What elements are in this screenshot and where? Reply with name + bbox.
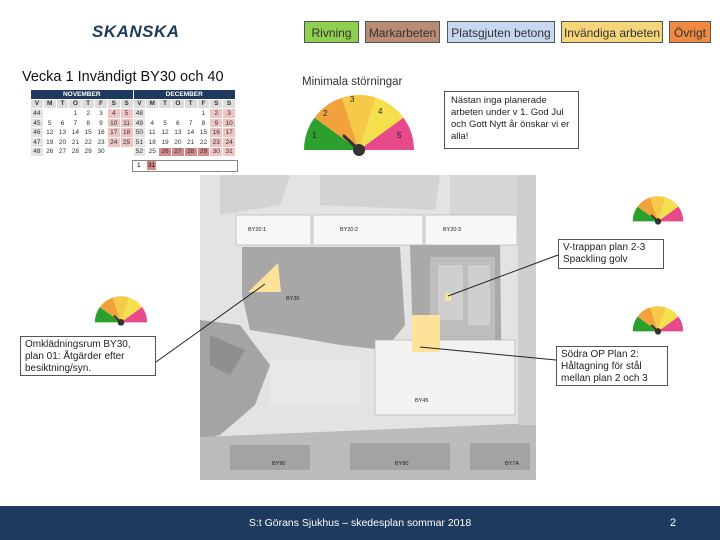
calendar-cell: 25 [146, 147, 159, 157]
calendar-cell: 15 [82, 128, 95, 138]
map-label-by201: BY20:1 [248, 227, 267, 233]
map-label-by203: BY20:3 [443, 227, 462, 233]
calendar-cell: 48 [31, 147, 44, 157]
calendar-day-header: O [171, 99, 184, 109]
calendar-cell: 45 [31, 118, 44, 128]
calendar-cell: 24 [223, 137, 236, 147]
leader-line [156, 284, 265, 362]
calendar-cell: 20 [56, 137, 69, 147]
calendar-cell: 51 [133, 137, 146, 147]
gauge-label-1: 1 [312, 131, 317, 140]
calendar-cell: 1 [137, 162, 141, 169]
calendar-cell: 19 [43, 137, 56, 147]
calendar-cell: 18 [120, 128, 133, 138]
month-november: NOVEMBER [31, 90, 134, 100]
calendar-cell: 26 [159, 147, 172, 157]
calendar-cell: 17 [223, 128, 236, 138]
calendar-cell: 1 [69, 109, 82, 119]
calendar-cell: 5 [43, 118, 56, 128]
calendar-cell: 23 [210, 137, 223, 147]
calendar-cell: 29 [82, 147, 95, 157]
calendar-day-header: F [95, 99, 108, 109]
calendar-day-header: S [107, 99, 120, 109]
map-label-by30: BY30 [286, 296, 300, 302]
map-label-by202: BY20:2 [340, 227, 359, 233]
calendar-cell: 15 [197, 128, 210, 138]
calendar-cell: 52 [133, 147, 146, 157]
calendar-cell: 4 [107, 109, 120, 119]
calendar-cell: 2 [210, 109, 223, 119]
calendar-cell: 14 [184, 128, 197, 138]
calendar-cell: 31 [223, 147, 236, 157]
leader-line [420, 347, 556, 360]
category-label: Invändiga arbeten [563, 26, 661, 40]
callout-omkladningsrum: Omklädningsrum BY30, plan 01: Åtgärder efter besiktning/syn. [20, 336, 156, 376]
calendar-cell: 21 [69, 137, 82, 147]
calendar-cell: 28 [69, 147, 82, 157]
calendar-cell: 20 [171, 137, 184, 147]
skanska-logo: SKANSKA [92, 22, 180, 41]
map-label-by90: BY90 [272, 461, 286, 467]
calendar-cell: 31 [147, 162, 156, 169]
calendar-cell: 44 [31, 109, 44, 119]
calendar-cell: 26 [43, 147, 56, 157]
gauge-label-5: 5 [397, 131, 402, 140]
calendar-cell: 27 [56, 147, 69, 157]
leader-line [448, 255, 558, 296]
calendar-cell: 3 [95, 109, 108, 119]
gauge-label-4: 4 [378, 107, 383, 116]
calendar-cell: 9 [95, 118, 108, 128]
calendar-cell: 46 [31, 128, 44, 138]
calendar-cell: 21 [184, 137, 197, 147]
footer-text: S:t Görans Sjukhus – skedesplan sommar 2018 [248, 517, 472, 529]
calendar-day-header: T [184, 99, 197, 109]
page-number: 2 [670, 517, 677, 529]
calendar-day-header: S [210, 99, 223, 109]
callout-sodra-op: Södra OP Plan 2: Håltagning för stål mellan plan 2 och 3 [556, 346, 668, 386]
calendar-cell: 30 [210, 147, 223, 157]
calendar-cell: 25 [120, 137, 133, 147]
calendar-day-header: S [120, 99, 133, 109]
calendar-cell: 16 [210, 128, 223, 138]
calendar-cell: 12 [159, 128, 172, 138]
calendar-cell: 4 [146, 118, 159, 128]
gauge-label-2: 2 [323, 109, 328, 118]
category-label: Markarbeten [368, 26, 437, 40]
category-label: Platsgjuten betong [451, 26, 551, 40]
calendar-cell: 17 [107, 128, 120, 138]
calendar-cell: 13 [171, 128, 184, 138]
calendar-cell: 11 [120, 118, 133, 128]
category-label: Övrigt [673, 26, 706, 40]
calendar-cell: 22 [82, 137, 95, 147]
calendar-cell: 23 [95, 137, 108, 147]
calendar-cell: 18 [146, 137, 159, 147]
calendar-day-header: T [159, 99, 172, 109]
calendar-cell: 48 [133, 109, 146, 119]
weekly-note: Nästan inga planerade arbeten under v 1. God Jul och Gott Nytt år önskar vi er alla! [444, 91, 579, 149]
calendar-cell: 14 [69, 128, 82, 138]
calendar-cell: 12 [43, 128, 56, 138]
calendar-cell: 27 [171, 147, 184, 157]
calendar-cell: 9 [210, 118, 223, 128]
calendar-cell: 49 [133, 118, 146, 128]
calendar-cell: 1 [197, 109, 210, 119]
calendar-day-header: T [82, 99, 95, 109]
gauge-title: Minimala störningar [302, 76, 403, 88]
calendar-cell: 7 [69, 118, 82, 128]
calendar-day-header: F [197, 99, 210, 109]
calendar-day-header: S [223, 99, 236, 109]
category-label: Rivning [311, 26, 352, 40]
calendar-cell: 29 [197, 147, 210, 157]
calendar-cell: 10 [107, 118, 120, 128]
calendar-cell: 47 [31, 137, 44, 147]
callout-v-trappan: V-trappan plan 2-3 Spackling golv [558, 239, 664, 269]
gauge-label-3: 3 [350, 95, 355, 104]
calendar-cell: 19 [159, 137, 172, 147]
calendar-cell: 24 [107, 137, 120, 147]
month-december: DECEMBER [133, 90, 236, 100]
map-label-by80: BY80 [395, 461, 409, 467]
calendar-cell: 7 [184, 118, 197, 128]
calendar-cell: 5 [159, 118, 172, 128]
calendar-day-header: V [133, 99, 146, 109]
calendar-cell: 30 [95, 147, 108, 157]
calendar-cell: 22 [197, 137, 210, 147]
calendar-cell: 2 [82, 109, 95, 119]
calendar-day-header: O [69, 99, 82, 109]
map-label-by45: BY45 [415, 398, 429, 404]
calendar-cell: 50 [133, 128, 146, 138]
calendar-cell: 11 [146, 128, 159, 138]
calendar-cell: 3 [223, 109, 236, 119]
calendar-cell: 8 [197, 118, 210, 128]
map-label-by7a: BY7A [505, 461, 520, 467]
calendar-cell: 10 [223, 118, 236, 128]
calendar-day-header: T [56, 99, 69, 109]
page-title: Vecka 1 Invändigt BY30 och 40 [22, 69, 224, 85]
calendar-cell: 6 [56, 118, 69, 128]
calendar-cell: 5 [120, 109, 133, 119]
calendar-day-header: M [43, 99, 56, 109]
calendar-day-header: V [31, 99, 44, 109]
calendar-cell: 28 [184, 147, 197, 157]
calendar-cell: 16 [95, 128, 108, 138]
calendar-cell: 8 [82, 118, 95, 128]
calendar-cell: 13 [56, 128, 69, 138]
calendar-cell: 6 [171, 118, 184, 128]
calendar-day-header: M [146, 99, 159, 109]
